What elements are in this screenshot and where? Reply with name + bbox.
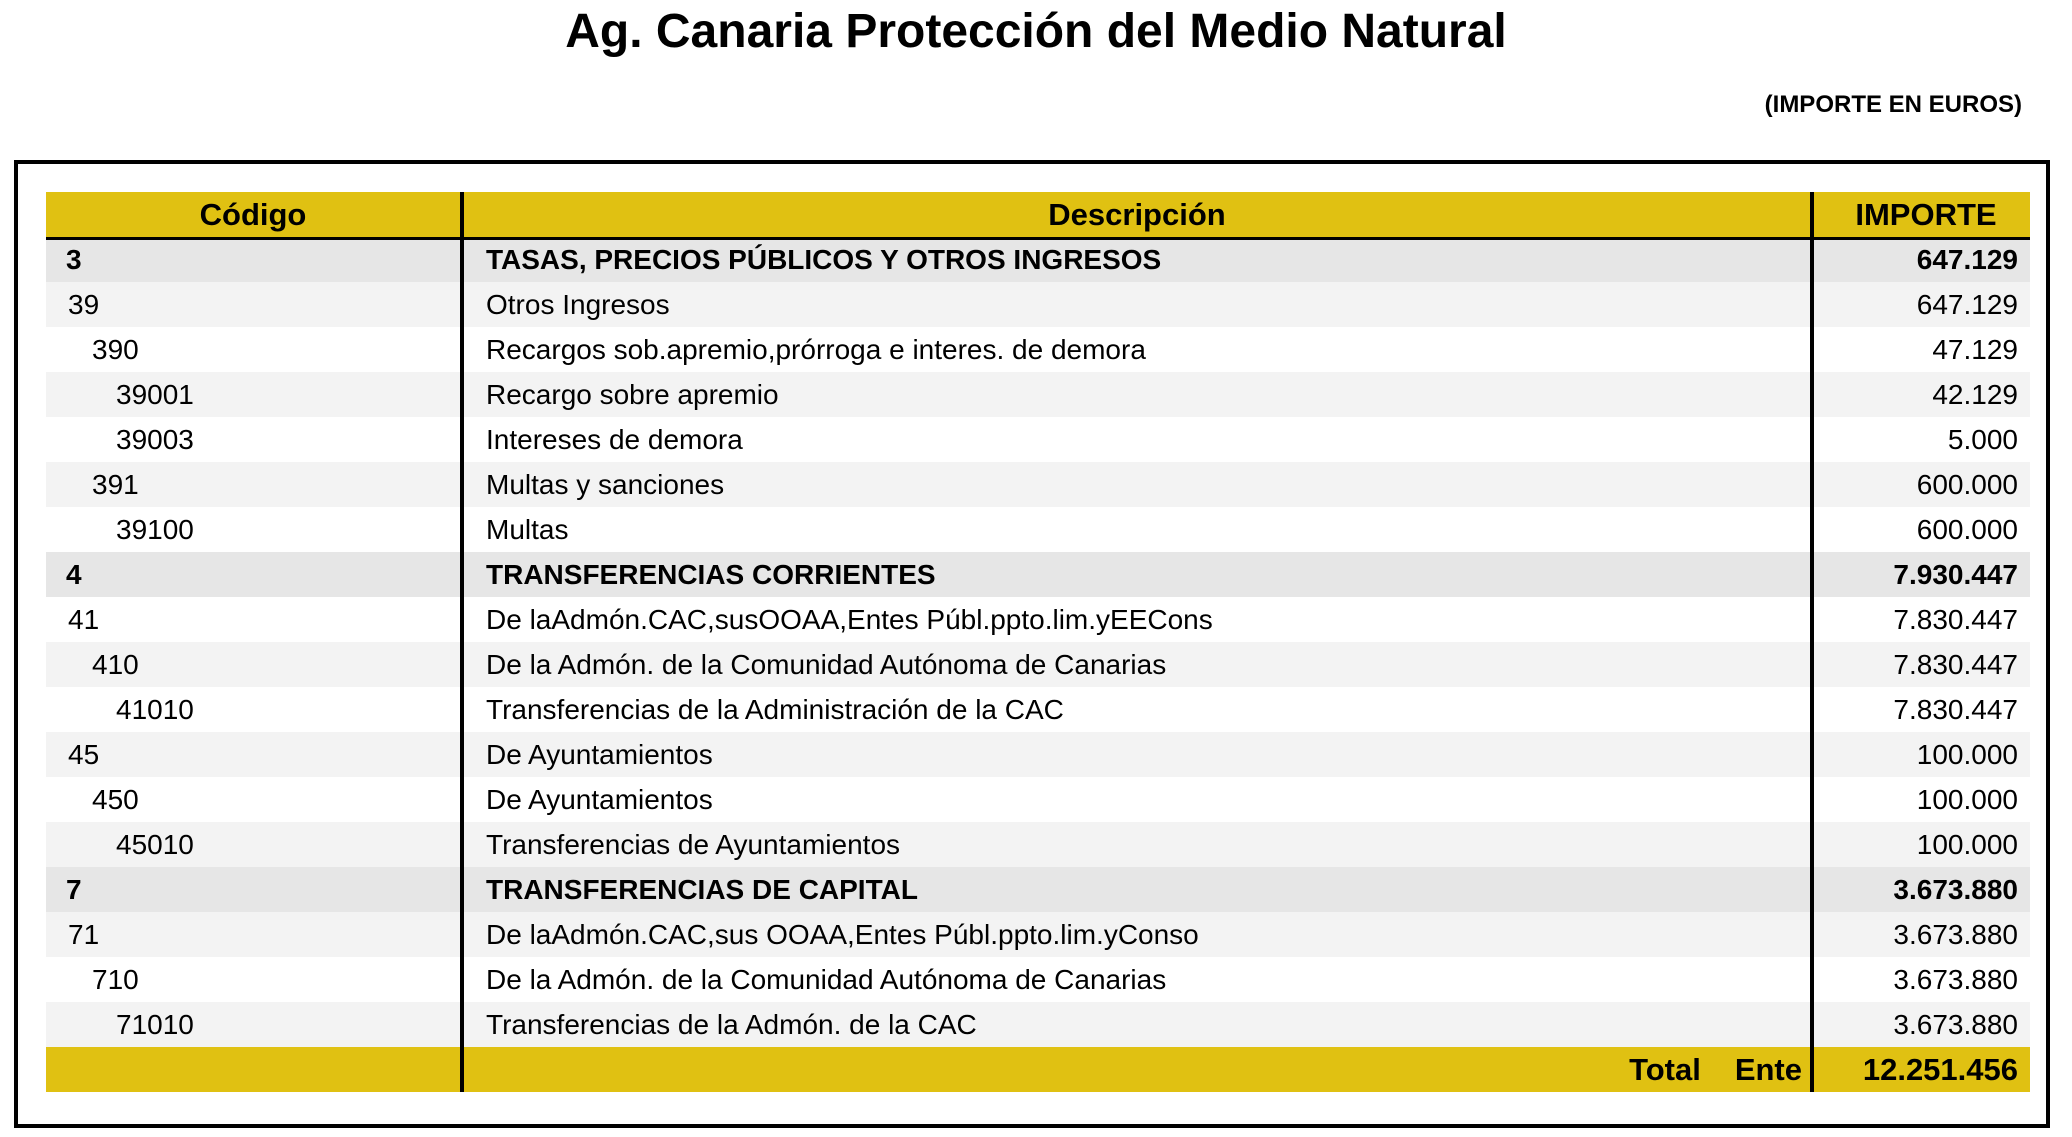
header-rule xyxy=(46,237,2030,240)
row-amount: 7.830.447 xyxy=(1893,694,2018,725)
row-code: 71 xyxy=(68,919,100,950)
row-description: TRANSFERENCIAS CORRIENTES xyxy=(486,559,936,590)
row-description: De laAdmón.CAC,sus OOAA,Entes Públ.ppto.lim.yConso xyxy=(486,919,1199,950)
row-amount: 647.129 xyxy=(1916,244,2018,275)
row-amount: 600.000 xyxy=(1916,469,2018,500)
header-amount: IMPORTE xyxy=(1855,197,1997,232)
total-code-cell xyxy=(46,1047,460,1092)
row-amount: 7.930.447 xyxy=(1893,559,2018,590)
total-label-word-1: Total xyxy=(1629,1052,1701,1087)
row-code: 410 xyxy=(92,649,139,680)
row-code: 39100 xyxy=(116,514,194,545)
row-amount: 600.000 xyxy=(1916,514,2018,545)
row-code: 450 xyxy=(92,784,139,815)
row-amount: 42.129 xyxy=(1932,379,2018,410)
page-title: Ag. Canaria Protección del Medio Natural xyxy=(565,5,1507,58)
row-amount: 647.129 xyxy=(1916,289,2018,320)
total-row xyxy=(46,1047,2030,1092)
row-code: 71010 xyxy=(116,1009,194,1040)
table-row xyxy=(46,957,2030,1002)
row-description: Transferencias de la Administración de la CAC xyxy=(486,694,1064,725)
row-description: De la Admón. de la Comunidad Autónoma de Canarias xyxy=(486,649,1167,680)
row-description: Recargos sob.apremio,prórroga e interes. de demora xyxy=(486,334,1146,365)
row-description: Multas xyxy=(486,514,569,545)
row-description: De la Admón. de la Comunidad Autónoma de Canarias xyxy=(486,964,1167,995)
table-body xyxy=(46,237,2030,1047)
table-row xyxy=(46,642,2030,687)
header-description: Descripción xyxy=(1048,197,1226,232)
row-amount: 7.830.447 xyxy=(1893,604,2018,635)
row-amount: 7.830.447 xyxy=(1893,649,2018,680)
row-amount: 3.673.880 xyxy=(1893,964,2018,995)
row-code: 710 xyxy=(92,964,139,995)
table-row xyxy=(46,687,2030,732)
header-code: Código xyxy=(199,197,307,232)
row-description: Transferencias de Ayuntamientos xyxy=(486,829,901,860)
row-amount: 5.000 xyxy=(1947,424,2018,455)
table-row xyxy=(46,867,2030,912)
row-code: 45 xyxy=(68,739,100,770)
row-code: 41 xyxy=(68,604,100,635)
row-code: 39001 xyxy=(116,379,194,410)
row-amount: 47.129 xyxy=(1932,334,2018,365)
column-separator-amount xyxy=(1810,192,1814,1092)
row-description: Recargo sobre apremio xyxy=(486,379,779,410)
row-description: Transferencias de la Admón. de la CAC xyxy=(486,1009,977,1040)
row-description: De Ayuntamientos xyxy=(486,784,713,815)
row-code: 41010 xyxy=(116,694,194,725)
table-header-row xyxy=(46,192,2030,237)
table-row xyxy=(46,327,2030,372)
table-row xyxy=(46,1002,2030,1047)
row-amount: 100.000 xyxy=(1916,739,2018,770)
table-row xyxy=(46,732,2030,777)
row-code: 39003 xyxy=(116,424,194,455)
table-row xyxy=(46,282,2030,327)
row-code: 7 xyxy=(66,874,82,905)
table-row xyxy=(46,507,2030,552)
row-description: Multas y sanciones xyxy=(486,469,725,500)
row-code: 4 xyxy=(66,559,82,590)
row-description: Otros Ingresos xyxy=(486,289,670,320)
row-amount: 100.000 xyxy=(1916,784,2018,815)
table-row xyxy=(46,822,2030,867)
row-code: 391 xyxy=(92,469,139,500)
row-code: 39 xyxy=(68,289,100,320)
budget-table xyxy=(46,192,2030,1092)
table-row xyxy=(46,912,2030,957)
total-amount: 12.251.456 xyxy=(1862,1052,2018,1087)
row-amount: 3.673.880 xyxy=(1893,1009,2018,1040)
row-code: 390 xyxy=(92,334,139,365)
row-amount: 3.673.880 xyxy=(1893,919,2018,950)
row-description: Intereses de demora xyxy=(486,424,743,455)
row-amount: 100.000 xyxy=(1916,829,2018,860)
table-row xyxy=(46,552,2030,597)
column-separator-code xyxy=(460,192,464,1092)
units-note: (IMPORTE EN EUROS) xyxy=(1764,91,2022,118)
row-code: 3 xyxy=(66,244,82,275)
table-row xyxy=(46,417,2030,462)
row-description: TRANSFERENCIAS DE CAPITAL xyxy=(486,874,918,905)
row-description: De laAdmón.CAC,susOOAA,Entes Públ.ppto.lim.yEECons xyxy=(486,604,1213,635)
table-row xyxy=(46,597,2030,642)
table-row xyxy=(46,237,2030,282)
table-row xyxy=(46,372,2030,417)
row-amount: 3.673.880 xyxy=(1893,874,2018,905)
row-code: 45010 xyxy=(116,829,194,860)
total-label xyxy=(460,1047,1814,1092)
table-row xyxy=(46,777,2030,822)
row-description: TASAS, PRECIOS PÚBLICOS Y OTROS INGRESOS xyxy=(486,244,1162,275)
total-label-word-2: Ente xyxy=(1734,1052,1802,1087)
table-row xyxy=(46,462,2030,507)
row-description: De Ayuntamientos xyxy=(486,739,713,770)
